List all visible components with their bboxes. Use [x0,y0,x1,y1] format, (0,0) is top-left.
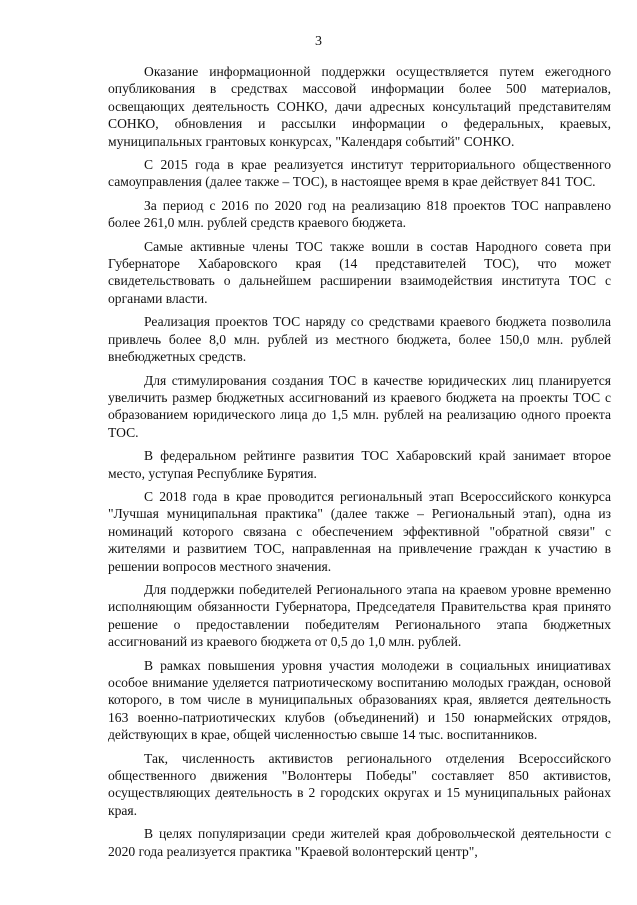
paragraph-tos-institute: С 2015 года в крае реализуется институт территориального общественного самоуправления (далее также – ТОС), в настоящее время в крае действует 841 ТОС. [108,157,611,190]
paragraph-tos-funding: За период с 2016 по 2020 год на реализацию 818 проектов ТОС направлено более 261,0 млн. рублей средств краевого бюджета. [108,197,611,231]
paragraph-winners-support: Для поддержки победителей Регионального этапа на краевом уровне временно исполняющим обязанности Губернатора, Председателя Правительства края принято решение о предоставлении победителям Регионального этапа бюджетных ассигнований из краевого бюджета от 0,5 до 1,0 млн. рублей. [108,581,611,650]
paragraph-best-practice-contest: С 2018 года в крае проводится региональный этап Всероссийского конкурса "Лучшая муниципальная практика" (далее также – Региональный этап), одна из номинаций которого связана с обеспечением эффективной "обратной связи" с жителями и развитием ТОС, направленная на привлечение граждан к участию в решении вопросов местного значения. [108,488,611,574]
document-body [108,63,611,866]
paragraph-youth-patriotic: В рамках повышения уровня участия молодежи в социальных инициативах особое внимание уделяется патриотическому воспитанию молодых граждан, основой которого, в том числе в муниципальных образованиях края, является деятельность 163 военно-патриотических клубов (объединений) и 150 юнармейских отрядов, действующих в крае, общей численностью свыше 14 тыс. воспитанников. [108,657,611,743]
paragraph-tos-legal-entities: Для стимулирования создания ТОС в качестве юридических лиц планируется увеличить размер бюджетных ассигнований из краевого бюджета на проекты ТОС с образованием юридического лица до 1,5 млн. рублей на реализацию одного проекта ТОС. [108,372,611,440]
paragraph-federal-rating: В федеральном рейтинге развития ТОС Хабаровский край занимает второе место, уступая Республике Бурятия. [108,448,611,481]
page-number: 3 [315,34,322,49]
paragraph-volunteer-center: В целях популяризации среди жителей края добровольческой деятельности с 2020 года реализуется практика "Краевой волонтерский центр", [108,826,611,859]
paragraph-peoples-council: Самые активные члены ТОС также вошли в состав Народного совета при Губернаторе Хабаровского края (14 представителей ТОС), что может свидетельствовать о дальнейшем расширении взаимодействия института ТОС с органами власти. [108,238,611,306]
paragraph-victory-volunteers: Так, численность активистов регионального отделения Всероссийского общественного движения "Волонтеры Победы" составляет 850 активистов, осуществляющих деятельность в 2 городских округах и 15 муниципальных районах края. [108,750,611,818]
paragraph-tos-cofinancing: Реализация проектов ТОС наряду со средствами краевого бюджета позволила привлечь более 8,0 млн. рублей из местного бюджета, более 150,0 млн. рублей внебюджетных средств. [108,314,611,365]
paragraph-info-support: Оказание информационной поддержки осуществляется путем ежегодного опубликования в средствах массовой информации более 500 материалов, освещающих деятельность СОНКО, дачи адресных консультаций представителям СОНКО, обновления и рассылки информации о федеральных, краевых, муниципальных грантовых конкурсах, "Календаря событий" СОНКО. [108,64,611,149]
